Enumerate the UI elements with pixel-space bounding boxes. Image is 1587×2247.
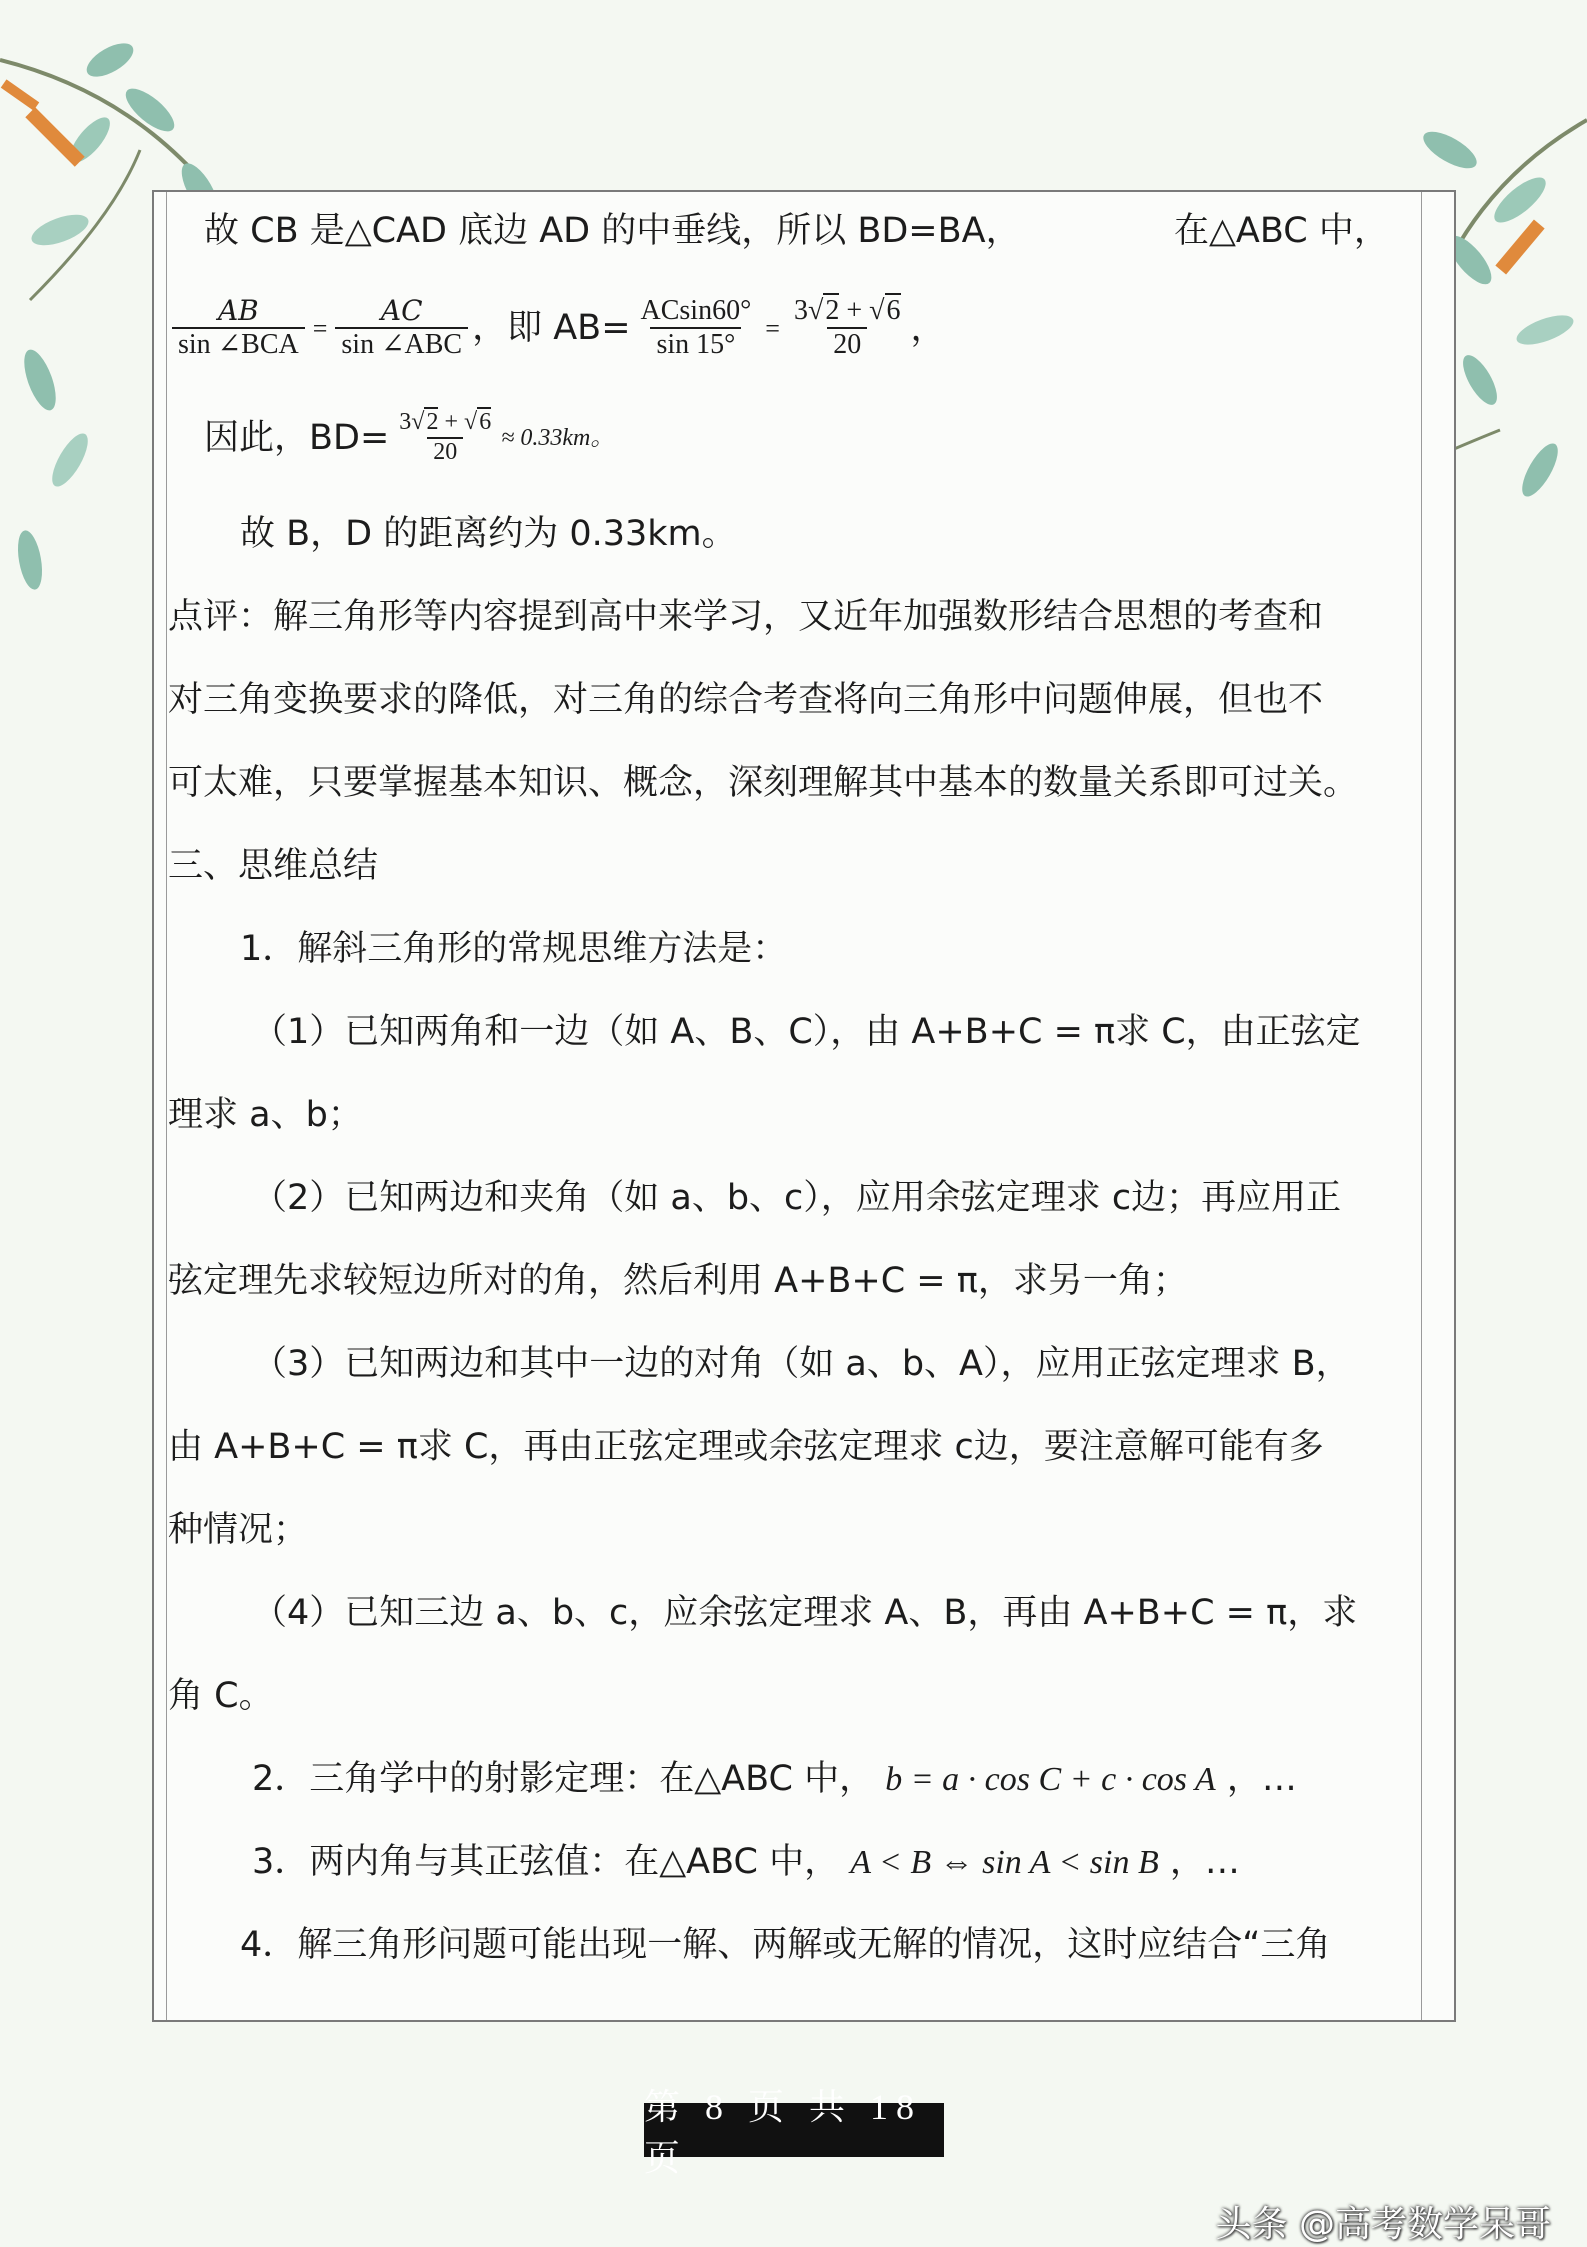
- text-segment: 2．三角学中的射影定理：在△ABC 中，: [252, 1759, 875, 1799]
- text-line: [168, 1738, 1412, 1821]
- text-segment: ，…: [1169, 1842, 1240, 1882]
- fraction-numerator: 3√2 + √6: [793, 294, 901, 326]
- fraction-numerator: ACsin60°: [640, 294, 752, 326]
- fraction: [393, 409, 497, 466]
- text-line: （3）已知两边和其中一边的对角（如 a、b、A），应用正弦定理求 B，: [252, 1344, 1351, 1384]
- radicand: 2: [825, 294, 840, 326]
- text-line: [168, 1821, 1412, 1904]
- math-expression: b = a · cos C + c · cos A: [885, 1761, 1216, 1798]
- watermark: 头条 @高考数学呆哥: [1215, 2204, 1551, 2245]
- fraction: [335, 295, 468, 361]
- text-segment: 在△ABC 中，: [1174, 211, 1389, 251]
- fraction-denominator: 20: [827, 327, 867, 361]
- page-number: 第 8 页 共 18 页: [644, 2103, 944, 2157]
- equals-sign: =: [765, 313, 780, 343]
- text-line: 弦定理先求较短边所对的角，然后利用 A+B+C = π，求另一角；: [168, 1261, 1188, 1301]
- fraction-denominator: sin ∠ABC: [335, 327, 468, 361]
- text-line: 理求 a、b；: [168, 1095, 363, 1135]
- fraction-denominator: sin ∠BCA: [172, 327, 305, 361]
- fraction-numerator: AC: [380, 293, 423, 327]
- math-expression: A < B ⇔ sin A < sin B: [850, 1844, 1159, 1881]
- equals-sign: =: [312, 313, 328, 343]
- coefficient: 3: [399, 409, 412, 436]
- coefficient: 3: [793, 294, 808, 326]
- text-line: 4．解三角形问题可能出现一解、两解或无解的情况，这时应结合“三角: [240, 1925, 1331, 1965]
- plus-sign: +: [444, 409, 459, 436]
- text-line: 种情况；: [168, 1510, 309, 1550]
- text-line: 对三角变换要求的降低，对三角的综合考查将向三角形中问题伸展，但也不: [168, 680, 1324, 720]
- text-segment: ，即 AB=: [472, 307, 631, 348]
- text-line: 1．解斜三角形的常规思维方法是：: [240, 929, 788, 969]
- document-body: [168, 190, 1412, 1987]
- radicand: 6: [886, 294, 901, 326]
- text-line: （1）已知两角和一边（如 A、B、C），由 A+B+C = π求 C，由正弦定: [252, 1012, 1361, 1052]
- text-segment: ≈ 0.33km。: [501, 424, 615, 451]
- fraction-denominator: sin 15°: [650, 327, 741, 361]
- section-heading: 三、思维总结: [168, 846, 379, 886]
- fraction: [635, 295, 758, 361]
- plus-sign: +: [846, 294, 863, 326]
- text-line: （2）已知两边和夹角（如 a、b、c），应用余弦定理求 c边；再应用正: [252, 1178, 1342, 1218]
- text-segment: 故 CB 是△CAD 底边 AD 的中垂线，所以 BD=BA，: [204, 211, 1021, 251]
- text-segment: ，: [910, 308, 946, 348]
- fraction: [172, 295, 305, 361]
- formula-line: [168, 273, 1412, 383]
- fraction: [788, 295, 907, 361]
- fraction-numerator: AB: [217, 293, 259, 327]
- text-line: 可太难，只要掌握基本知识、概念，深刻理解其中基本的数量关系即可过关。: [168, 763, 1359, 803]
- text-segment: 因此，BD=: [204, 417, 390, 458]
- text-line: （4）已知三边 a、b、c，应余弦定理求 A、B，再由 A+B+C = π，求: [252, 1593, 1358, 1633]
- fraction-denominator: 20: [427, 437, 463, 467]
- formula-line: [168, 383, 1412, 493]
- text-line: 角 C。: [168, 1676, 274, 1716]
- text-segment: ，…: [1226, 1759, 1297, 1799]
- radicand: 2: [426, 409, 439, 436]
- text-line: 由 A+B+C = π求 C，再由正弦定理或余弦定理求 c边，要注意解可能有多: [168, 1427, 1324, 1467]
- text-line: [168, 190, 1412, 273]
- text-line: 故 B，D 的距离约为 0.33km。: [240, 514, 737, 554]
- fraction-numerator: 3√2 + √6: [399, 409, 492, 436]
- text-line: 点评：解三角形等内容提到高中来学习，又近年加强数形结合思想的考查和: [168, 597, 1324, 637]
- radicand: 6: [479, 409, 492, 436]
- text-segment: 3．两内角与其正弦值：在△ABC 中，: [252, 1842, 840, 1882]
